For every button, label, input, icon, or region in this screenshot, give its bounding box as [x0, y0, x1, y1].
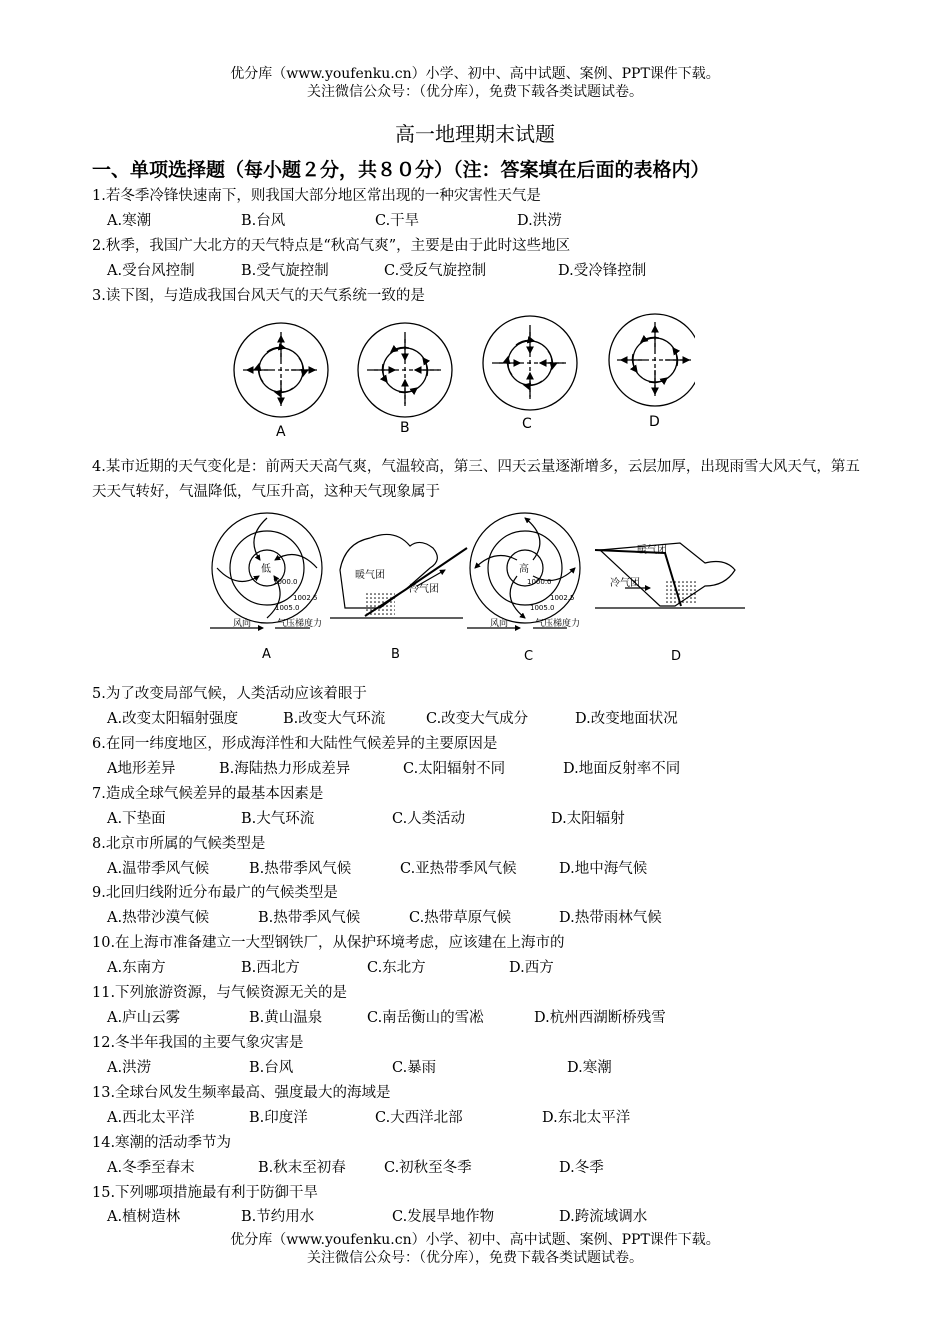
figure-3-diagram-c [483, 316, 577, 410]
question-6-option-c: C.太阳辐射不同 [403, 761, 506, 777]
question-7-stem: 7.造成全球气候差异的最基本因素是 [92, 786, 324, 802]
question-10-option-d: D.西方 [509, 960, 554, 976]
question-6-option-a: A地形差异 [107, 761, 176, 777]
question-8-option-c: C.亚热带季风气候 [400, 861, 517, 877]
header-line-2: 关注微信公众号：（优分库），免费下载各类试题试卷。 [307, 84, 643, 100]
question-6-option-d: D.地面反射率不同 [563, 761, 681, 777]
figure-4-label-c: C [524, 649, 534, 664]
question-8-stem: 8.北京市所属的气候类型是 [92, 836, 266, 852]
figure-3-label-a: A [276, 424, 286, 440]
question-5-stem: 5.为了改变局部气候，人类活动应该着眼于 [92, 686, 367, 702]
figure-3-pressure-systems [225, 308, 695, 443]
question-2-stem: 2.秋季，我国广大北方的天气特点是“秋高气爽”，主要是由于此时这些地区 [92, 238, 571, 254]
question-5-option-a: A.改变太阳辐射强度 [107, 711, 239, 727]
question-7-option-b: B.大气环流 [241, 811, 315, 827]
question-6-option-b: B.海陆热力形成差异 [219, 761, 351, 777]
figure-3-diagram-d [609, 314, 695, 406]
question-12-option-c: C.暴雨 [392, 1060, 437, 1076]
question-2-option-d: D.受冷锋控制 [558, 263, 647, 279]
question-1-option-b: B.台风 [241, 213, 286, 229]
question-14-option-c: C.初秋至冬季 [384, 1160, 472, 1176]
figure-4-weather-systems [205, 508, 750, 668]
question-1-option-c: C.干旱 [375, 213, 420, 229]
question-13-option-c: C.大西洋北部 [375, 1110, 463, 1126]
question-7-option-a: A.下垫面 [107, 811, 166, 827]
figure-4-a-iso-3: 1005.0 [275, 604, 300, 612]
question-2-option-c: C.受反气旋控制 [384, 263, 487, 279]
figure-4-c-center: 高 [519, 564, 529, 575]
question-9-option-a: A.热带沙漠气候 [107, 910, 210, 926]
question-13-stem: 13.全球台风发生频率最高、强度最大的海域是 [92, 1085, 391, 1101]
question-14-option-b: B.秋末至初春 [258, 1160, 346, 1176]
figure-4-b-warm: 暖气团 [355, 570, 385, 581]
question-9-option-b: B.热带季风气候 [258, 910, 361, 926]
question-1-option-a: A.寒潮 [107, 213, 152, 229]
footer-line-2: 关注微信公众号：（优分库），免费下载各类试题试卷。 [307, 1250, 643, 1266]
question-7-option-d: D.太阳辐射 [551, 811, 625, 827]
question-11-option-d: D.杭州西湖断桥残雪 [534, 1010, 666, 1026]
question-10-option-a: A.东南方 [107, 960, 166, 976]
page-title: 高一地理期末试题 [395, 122, 555, 146]
question-7-option-c: C.人类活动 [392, 811, 466, 827]
question-5-option-b: B.改变大气环流 [283, 711, 386, 727]
question-10-option-c: C.东北方 [367, 960, 426, 976]
question-2-option-a: A.受台风控制 [107, 263, 195, 279]
question-11-option-a: A.庐山云雾 [107, 1010, 181, 1026]
question-4-stem: 4.某市近期的天气变化是：前两天天高气爽，气温较高，第三、四天云量逐渐增多，云层加厚，出现雨雪大风天气，第五天天气转好，气温降低，气压升高，这种天气现象属于 [92, 459, 860, 500]
section-heading: 一、单项选择题（每小题２分，共８０分）（注：答案填在后面的表格内） [92, 159, 710, 181]
figure-4-label-d: D [671, 649, 682, 664]
question-15-option-c: C.发展旱地作物 [392, 1209, 495, 1225]
question-11-option-c: C.南岳衡山的雪凇 [367, 1010, 484, 1026]
question-2-option-b: B.受气旋控制 [241, 263, 329, 279]
figure-4-c-iso-2: 1000.0 [527, 578, 552, 586]
question-8-option-d: D.地中海气候 [559, 861, 648, 877]
figure-4-d-warm: 暖气团 [637, 545, 667, 556]
question-13-option-d: D.东北太平洋 [542, 1110, 631, 1126]
figure-3-diagram-a [234, 323, 328, 417]
figure-4-label-a: A [262, 647, 271, 662]
question-11-stem: 11.下列旅游资源，与气候资源无关的是 [92, 985, 348, 1001]
figure-4-legend-force-c: 气压梯度力 [535, 619, 581, 629]
question-8-option-a: A.温带季风气候 [107, 861, 210, 877]
figure-4-d-cold: 冷气团 [610, 578, 640, 589]
question-6-stem: 6.在同一纬度地区，形成海洋性和大陆性气候差异的主要原因是 [92, 736, 498, 752]
figure-4-a-iso-1: 1002.5 [293, 594, 318, 602]
figure-3-label-b: B [400, 420, 410, 436]
question-10-option-b: B.西北方 [241, 960, 300, 976]
question-8-option-b: B.热带季风气候 [249, 861, 352, 877]
question-5-option-c: C.改变大气成分 [426, 711, 529, 727]
figure-4-legend-force-a: 气压梯度力 [277, 619, 323, 629]
header-line-1: 优分库（www.youfenku.cn）小学、初中、高中试题、案例、PPT课件下载。 [230, 66, 720, 82]
question-9-stem: 9.北回归线附近分布最广的气候类型是 [92, 885, 338, 901]
question-13-option-a: A.西北太平洋 [107, 1110, 195, 1126]
question-15-option-a: A.植树造林 [107, 1209, 181, 1225]
figure-3-label-d: D [649, 414, 660, 430]
figure-4-a-iso-2: 1000.0 [273, 578, 298, 586]
figure-4-b-cold: 冷气团 [409, 584, 439, 595]
question-12-option-d: D.寒潮 [567, 1060, 612, 1076]
question-9-option-c: C.热带草原气候 [409, 910, 512, 926]
question-15-option-b: B.节约用水 [241, 1209, 315, 1225]
figure-4-c-iso-3: 1005.0 [530, 604, 555, 612]
question-14-option-a: A.冬季至春末 [107, 1160, 195, 1176]
figure-3-diagram-b [358, 323, 452, 417]
question-15-option-d: D.跨流域调水 [559, 1209, 648, 1225]
question-11-option-b: B.黄山温泉 [249, 1010, 323, 1026]
figure-4-diagram-d [595, 543, 745, 608]
figure-4-a-center: 低 [261, 564, 271, 575]
question-1-option-d: D.洪涝 [517, 213, 562, 229]
question-10-stem: 10.在上海市准备建立一大型钢铁厂，从保护环境考虑，应该建在上海市的 [92, 935, 565, 951]
question-15-stem: 15.下列哪项措施最有利于防御干旱 [92, 1185, 319, 1201]
figure-4-c-iso-1: 1002.5 [550, 594, 575, 602]
figure-3-label-c: C [522, 416, 532, 432]
question-12-option-b: B.台风 [249, 1060, 294, 1076]
question-1-stem: 1.若冬季冷锋快速南下，则我国大部分地区常出现的一种灾害性天气是 [92, 188, 541, 204]
question-3-stem: 3.读下图，与造成我国台风天气的天气系统一致的是 [92, 288, 425, 304]
question-9-option-d: D.热带雨林气候 [559, 910, 662, 926]
question-14-option-d: D.冬季 [559, 1160, 604, 1176]
question-14-stem: 14.寒潮的活动季节为 [92, 1135, 232, 1151]
figure-4-legend-wind-c: 风向 [490, 619, 509, 629]
question-12-stem: 12.冬半年我国的主要气象灾害是 [92, 1035, 304, 1051]
question-12-option-a: A.洪涝 [107, 1060, 152, 1076]
question-5-option-d: D.改变地面状况 [575, 711, 678, 727]
question-13-option-b: B.印度洋 [249, 1110, 308, 1126]
figure-4-label-b: B [391, 647, 400, 662]
figure-4-diagram-b [330, 534, 467, 618]
footer-line-1: 优分库（www.youfenku.cn）小学、初中、高中试题、案例、PPT课件下载。 [230, 1232, 720, 1248]
figure-4-legend-wind-a: 风向 [233, 619, 252, 629]
